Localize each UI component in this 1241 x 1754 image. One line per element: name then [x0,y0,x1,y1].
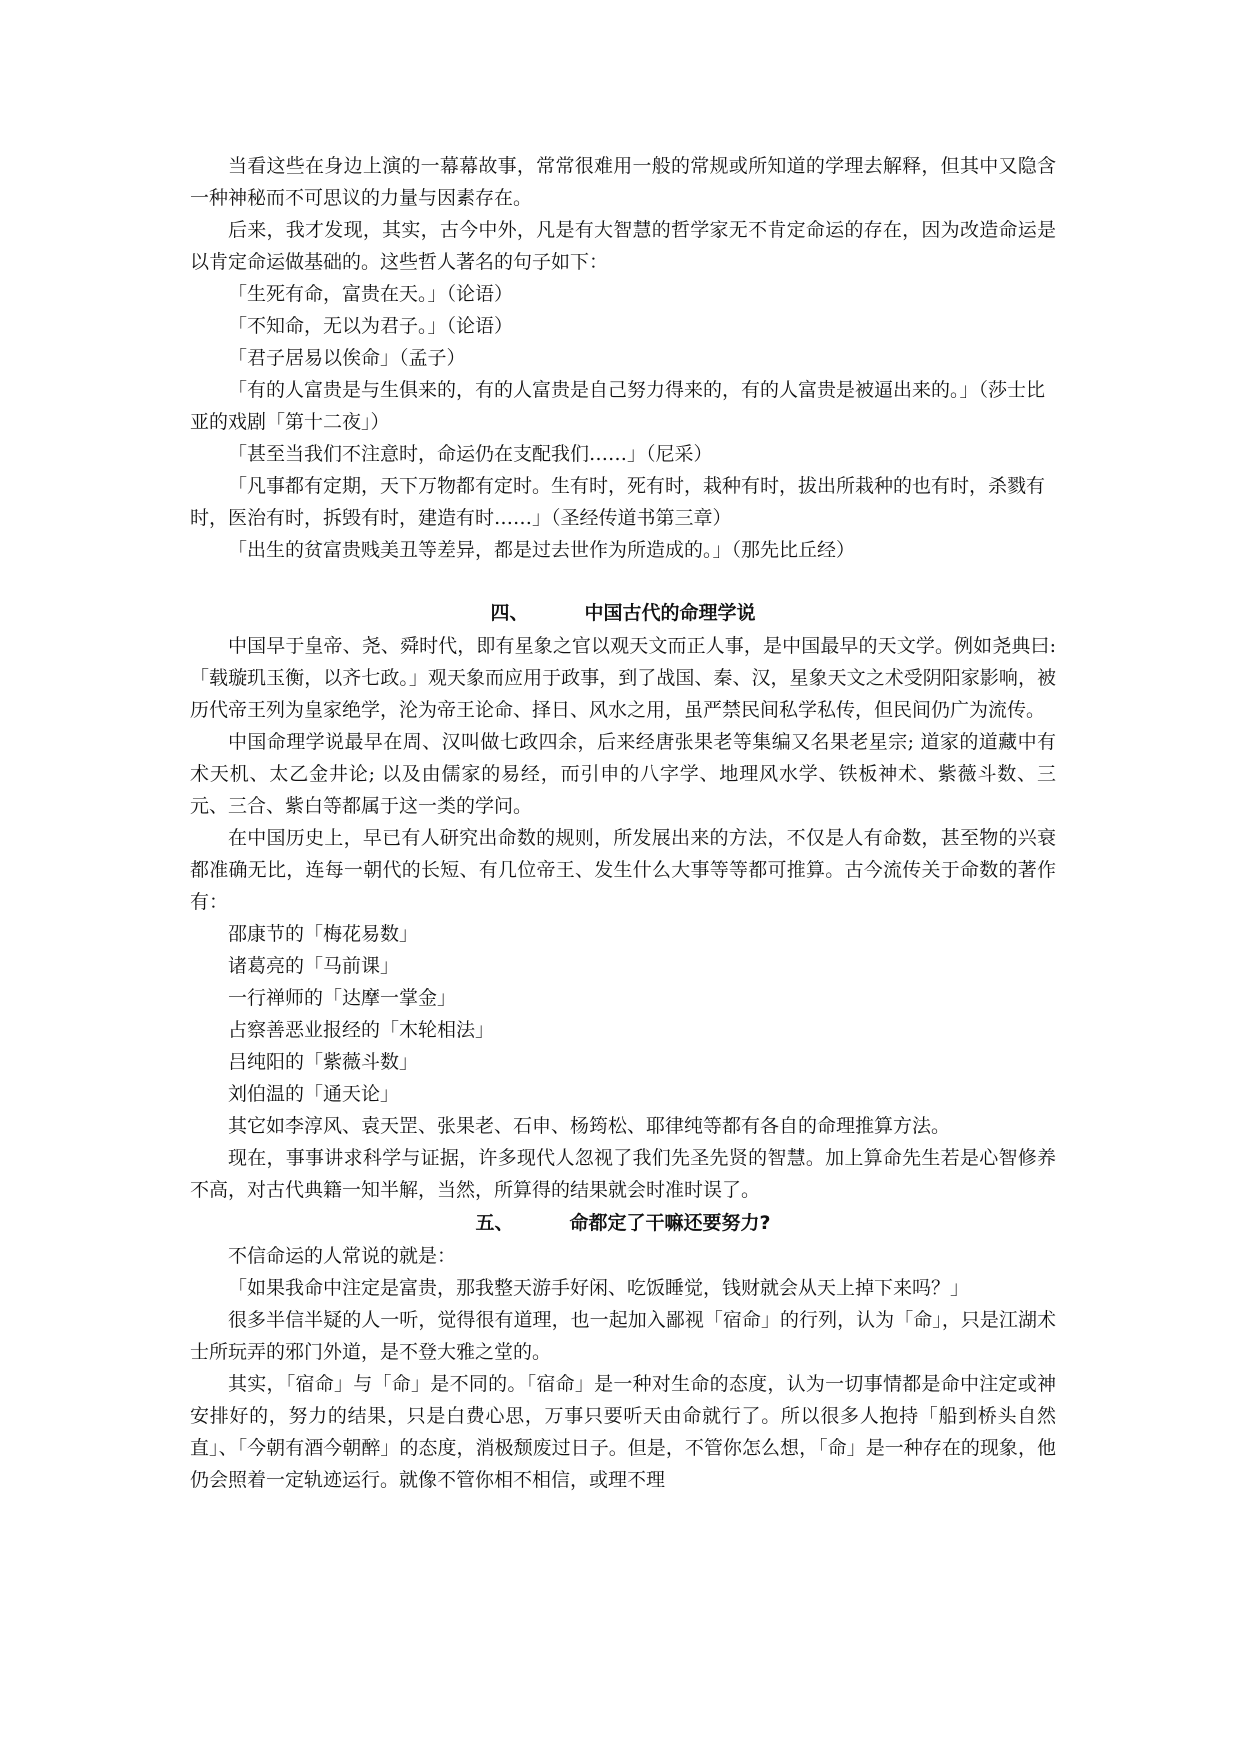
section-spacer [190,566,1056,596]
list-item: 一行禅师的「达摩一掌金」 [228,987,457,1009]
section-heading-4 [190,596,1056,630]
document-page [190,150,1056,1496]
quotation: 「甚至当我们不注意时，命运仍在支配我们……」（尼采） [228,443,713,465]
section-heading-5 [190,1206,1056,1240]
quotation: 「生死有命，富贵在天。」（论语） [228,283,514,305]
body-paragraph: 很多半信半疑的人一听，觉得很有道理，也一起加入鄙视「宿命」的行列，认为「命」，只是江湖术士所玩弄的邪门外道，是不登大雅之堂的。 [190,1309,1056,1363]
body-paragraph: 后来，我才发现，其实，古今中外，凡是有大智慧的哲学家无不肯定命运的存在，因为改造命运是以肯定命运做基础的。这些哲人著名的句子如下： [190,219,1056,273]
body-paragraph: 不信命运的人常说的就是： [228,1245,457,1267]
body-paragraph: 在中国历史上，早已有人研究出命数的规则，所发展出来的方法，不仅是人有命数，甚至物的兴衰都准确无比，连每一朝代的长短、有几位帝王、发生什么大事等等都可推算。古今流传关于命数的著作有： [190,827,1056,913]
body-paragraph: 中国命理学说最早在周、汉叫做七政四余，后来经唐张果老等集编又名果老星宗; 道家的道藏中有术天机、太乙金井论; 以及由儒家的易经，而引申的八字学、地理风水学、铁板神术、紫薇斗数、三元、三合、紫白等都属于这一类的学问。 [190,731,1056,817]
list-item: 邵康节的「梅花易数」 [228,923,419,945]
section-number: 五、 [475,1212,514,1234]
list-item: 占察善恶业报经的「木轮相法」 [228,1019,495,1041]
list-item: 刘伯温的「通天论」 [228,1083,400,1105]
quotation: 「如果我命中注定是富贵，那我整天游手好闲、吃饭睡觉，钱财就会从天上掉下来吗？」 [228,1277,970,1299]
body-paragraph: 当看这些在身边上演的一幕幕故事，常常很难用一般的常规或所知道的学理去解释，但其中又隐含一种神秘而不可思议的力量与因素存在。 [190,155,1056,209]
body-paragraph: 其实，「宿命」与「命」是不同的。「宿命」是一种对生命的态度，认为一切事情都是命中注定或神安排好的，努力的结果，只是白费心思，万事只要听天由命就行了。所以很多人抱持「船到桥头自然直」、「今朝有酒今朝醉」的态度，消极颓废过日子。但是，不管你怎么想，「命」是一种存在的现象，他仍会照着一定轨迹运行。就像不管你相不相信，或理不理 [190,1373,1056,1491]
body-paragraph: 现在，事事讲求科学与证据，许多现代人忽视了我们先圣先贤的智慧。加上算命先生若是心智修养不高，对古代典籍一知半解，当然，所算得的结果就会时准时误了。 [190,1147,1056,1201]
section-title: 中国古代的命理学说 [584,602,756,624]
section-title: 命都定了干嘛还要努力? [569,1212,771,1234]
section-number: 四、 [490,602,529,624]
quotation: 「有的人富贵是与生俱来的，有的人富贵是自己努力得来的，有的人富贵是被逼出来的。」（莎士比亚的戏剧「第十二夜」） [190,379,1046,433]
quotation: 「不知命，无以为君子。」（论语） [228,315,514,337]
body-paragraph: 中国早于皇帝、尧、舜时代，即有星象之官以观天文而正人事，是中国最早的天文学。例如尧典曰:「载璇玑玉衡，以齐七政。」观天象而应用于政事，到了战国、秦、汉，星象天文之术受阴阳家影响，被历代帝王列为皇家绝学，沦为帝王论命、择日、风水之用，虽严禁民间私学私传，但民间仍广为流传。 [190,635,1056,721]
quotation: 「君子居易以俟命」（孟子） [228,347,466,369]
body-paragraph: 其它如李淳风、袁天罡、张果老、石申、杨筠松、耶律纯等都有各自的命理推算方法。 [228,1115,951,1137]
quotation: 「凡事都有定期，天下万物都有定时。生有时，死有时，栽种有时，拔出所栽种的也有时，杀戮有时，医治有时，拆毁有时，建造有时……」（圣经传道书第三章） [190,475,1046,529]
list-item: 诸葛亮的「马前课」 [228,955,400,977]
list-item: 吕纯阳的「紫薇斗数」 [228,1051,419,1073]
quotation: 「出生的贫富贵贱美丑等差异，都是过去世作为所造成的。」（那先比丘经） [228,539,856,561]
